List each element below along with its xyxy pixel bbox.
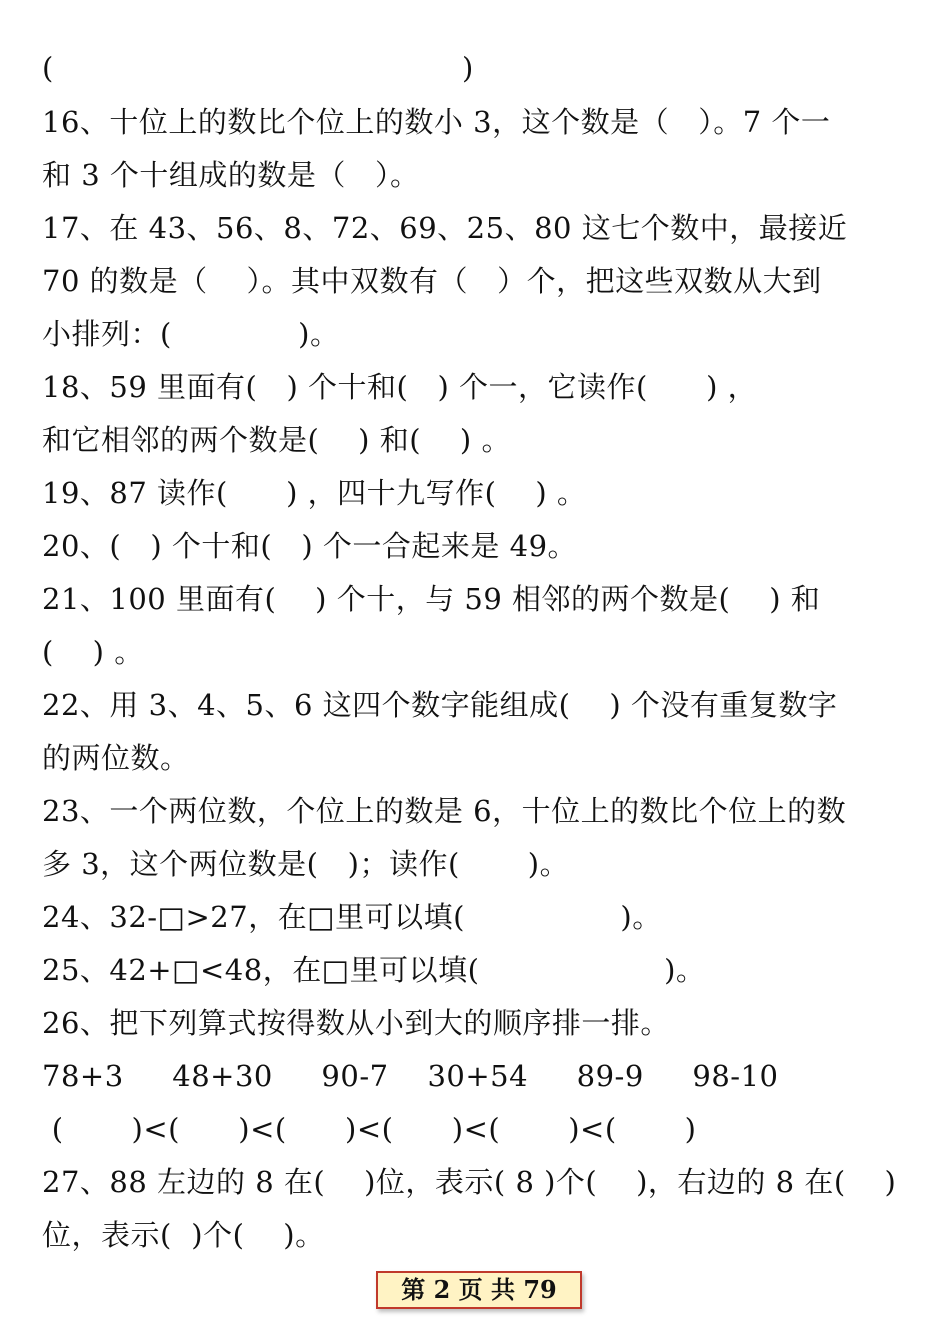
question-22: 22、用 3、4、5、6 这四个数字能组成( ) 个没有重复数字 xyxy=(42,688,838,722)
question-20: 20、( ) 个十和( ) 个一合起来是 49。 xyxy=(42,529,578,563)
text-line: 多 3，这个两位数是( )；读作( )。 xyxy=(42,847,570,881)
text-line: 小排列：( )。 xyxy=(42,317,340,351)
question-26: 26、把下列算式按得数从小到大的顺序排一排。 xyxy=(42,1006,670,1040)
question-19: 19、87 读作( ) ，四十九写作( ) 。 xyxy=(42,476,587,510)
text-line: ( ) 。 xyxy=(42,635,144,669)
text-line: 70 的数是（ ）。其中双数有（ ）个，把这些双数从大到 xyxy=(42,264,822,298)
answer-blanks-row: ( )<( )<( )<( )<( )<( ) xyxy=(42,1112,697,1146)
question-25: 25、42+□<48，在□里可以填( )。 xyxy=(42,953,706,987)
question-16: 16、十位上的数比个位上的数小 3，这个数是（ ）。7 个一 xyxy=(42,105,831,139)
text-line: ( ) xyxy=(42,51,474,85)
text-line: 和它相邻的两个数是( ) 和( ) 。 xyxy=(42,423,511,457)
text-line: 和 3 个十组成的数是（ ）。 xyxy=(42,158,420,192)
page-number-badge: 第 2 页 共 79 xyxy=(376,1271,582,1309)
expression-row: 78+3 48+30 90-7 30+54 89-9 98-10 xyxy=(42,1059,779,1093)
question-24: 24、32-□>27，在□里可以填( )。 xyxy=(42,900,662,934)
question-23: 23、一个两位数，个位上的数是 6，十位上的数比个位上的数 xyxy=(42,794,847,828)
question-17: 17、在 43、56、8、72、69、25、80 这七个数中，最接近 xyxy=(42,211,848,245)
question-21: 21、100 里面有( ) 个十，与 59 相邻的两个数是( ) 和 xyxy=(42,582,821,616)
text-line: 位，表示( )个( )。 xyxy=(42,1218,325,1252)
question-27: 27、88 左边的 8 在( )位，表示( 8 )个( )，右边的 8 在( ) xyxy=(42,1165,897,1199)
text-line: 的两位数。 xyxy=(42,741,190,775)
question-18: 18、59 里面有( ) 个十和( ) 个一，它读作( ) ， xyxy=(42,370,758,404)
